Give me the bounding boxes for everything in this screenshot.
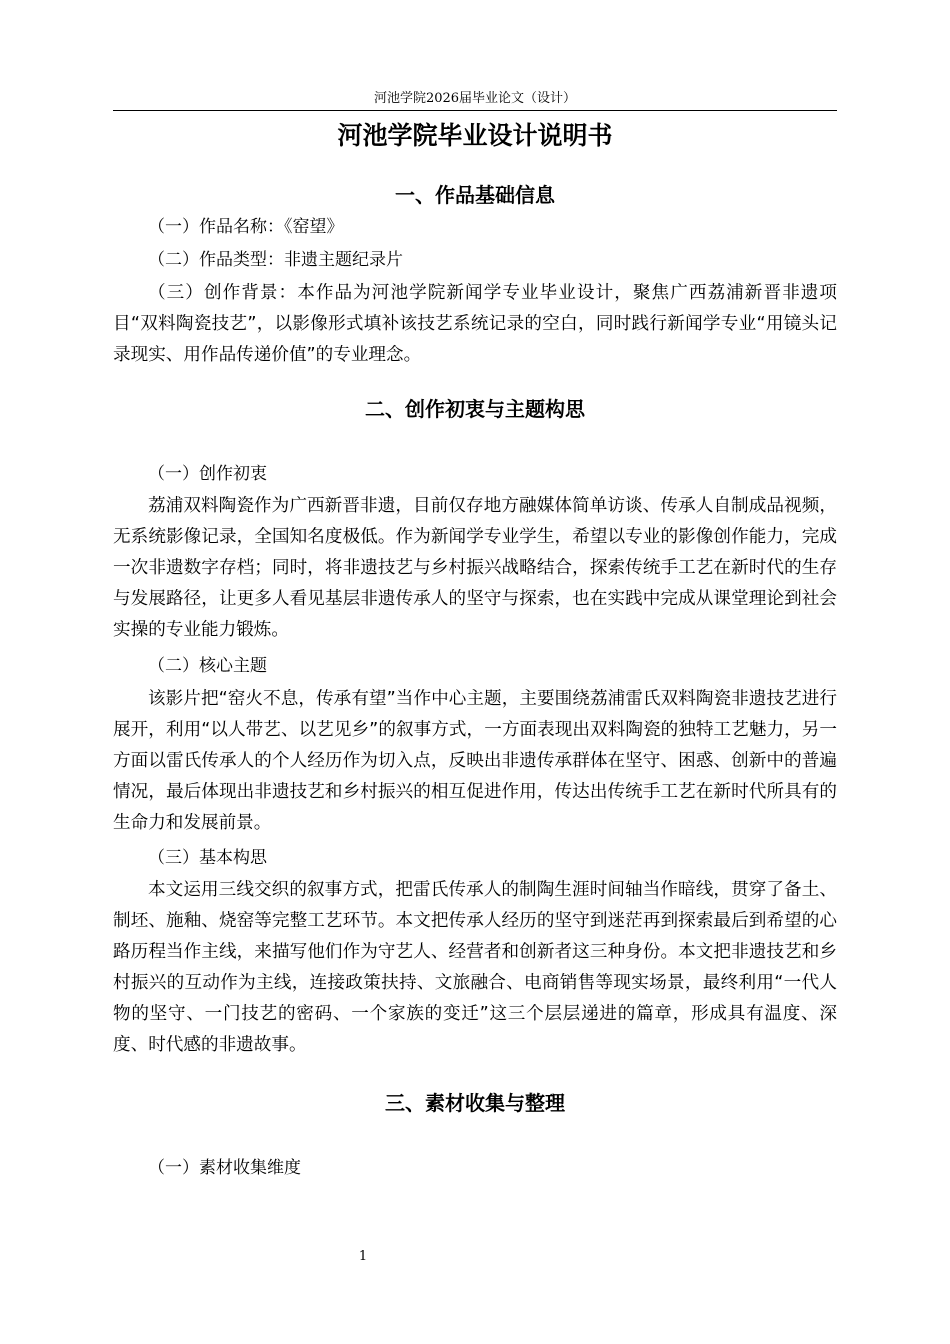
header-rule [113, 110, 837, 111]
work-type-item: （二）作品类型：非遗主题纪录片 [148, 250, 403, 270]
subsection-label-core-theme: （二）核心主题 [148, 656, 267, 676]
subsection-label-intent: （一）创作初衷 [148, 464, 267, 484]
section-heading-material: 三、素材收集与整理 [385, 1091, 565, 1115]
concept-paragraph: 本文运用三线交织的叙事方式，把雷氏传承人的制陶生涯时间轴当作暗线，贯穿了备土、制坯、施釉、烧窑等完整工艺环节。本文把传承人经历的坚守到迷茫再到探索最后到希望的心路历程当作主线，来描写他们作为守艺人、经营者和创新者这三种身份。本文把非遗技艺和乡村振兴的互动作为主线，连接政策扶持、文旅融合、电商销售等现实场景，最终利用“一代人物的坚守、一门技艺的密码、一个家族的变迁”这三个层层递进的篇章，形成具有温度、深度、时代感的非遗故事。 [113, 880, 837, 1055]
section-heading-basic-info: 一、作品基础信息 [395, 183, 555, 207]
subsection-label-material-dimensions: （一）素材收集维度 [148, 1158, 301, 1178]
creation-background-paragraph: （三）创作背景：本作品为河池学院新闻学专业毕业设计，聚焦广西荔浦新晋非遗项目“双料陶瓷技艺”，以影像形式填补该技艺系统记录的空白，同时践行新闻学专业“用镜头记录现实、用作品传递价值”的专业理念。 [113, 283, 837, 365]
work-name-item: （一）作品名称：《窑望》 [148, 217, 344, 237]
intent-paragraph: 荔浦双料陶瓷作为广西新晋非遗，目前仅存地方融媒体简单访谈、传承人自制成品视频，无系统影像记录，全国知名度极低。作为新闻学专业学生，希望以专业的影像创作能力，完成一次非遗数字存档；同时，将非遗技艺与乡村振兴战略结合，探索传统手工艺在新时代的生存与发展路径，让更多人看见基层非遗传承人的坚守与探索，也在实践中完成从课堂理论到社会实操的专业能力锻炼。 [113, 496, 837, 640]
page-number: 1 [358, 1249, 368, 1264]
subsection-label-concept: （三）基本构思 [148, 848, 267, 868]
core-theme-paragraph: 该影片把“窑火不息，传承有望”当作中心主题，主要围绕荔浦雷氏双料陶瓷非遗技艺进行展开，利用“以人带艺、以艺见乡”的叙事方式，一方面表现出双料陶瓷的独特工艺魅力，另一方面以雷氏传承人的个人经历作为切入点，反映出非遗传承群体在坚守、困惑、创新中的普遍情况，最后体现出非遗技艺和乡村振兴的相互促进作用，传达出传统手工艺在新时代所具有的生命力和发展前景。 [113, 689, 837, 833]
running-header: 河池学院2026届毕业论文（设计） [373, 91, 577, 106]
document-title: 河池学院毕业设计说明书 [337, 121, 613, 150]
section-heading-intent-theme: 二、创作初衷与主题构思 [365, 397, 585, 421]
